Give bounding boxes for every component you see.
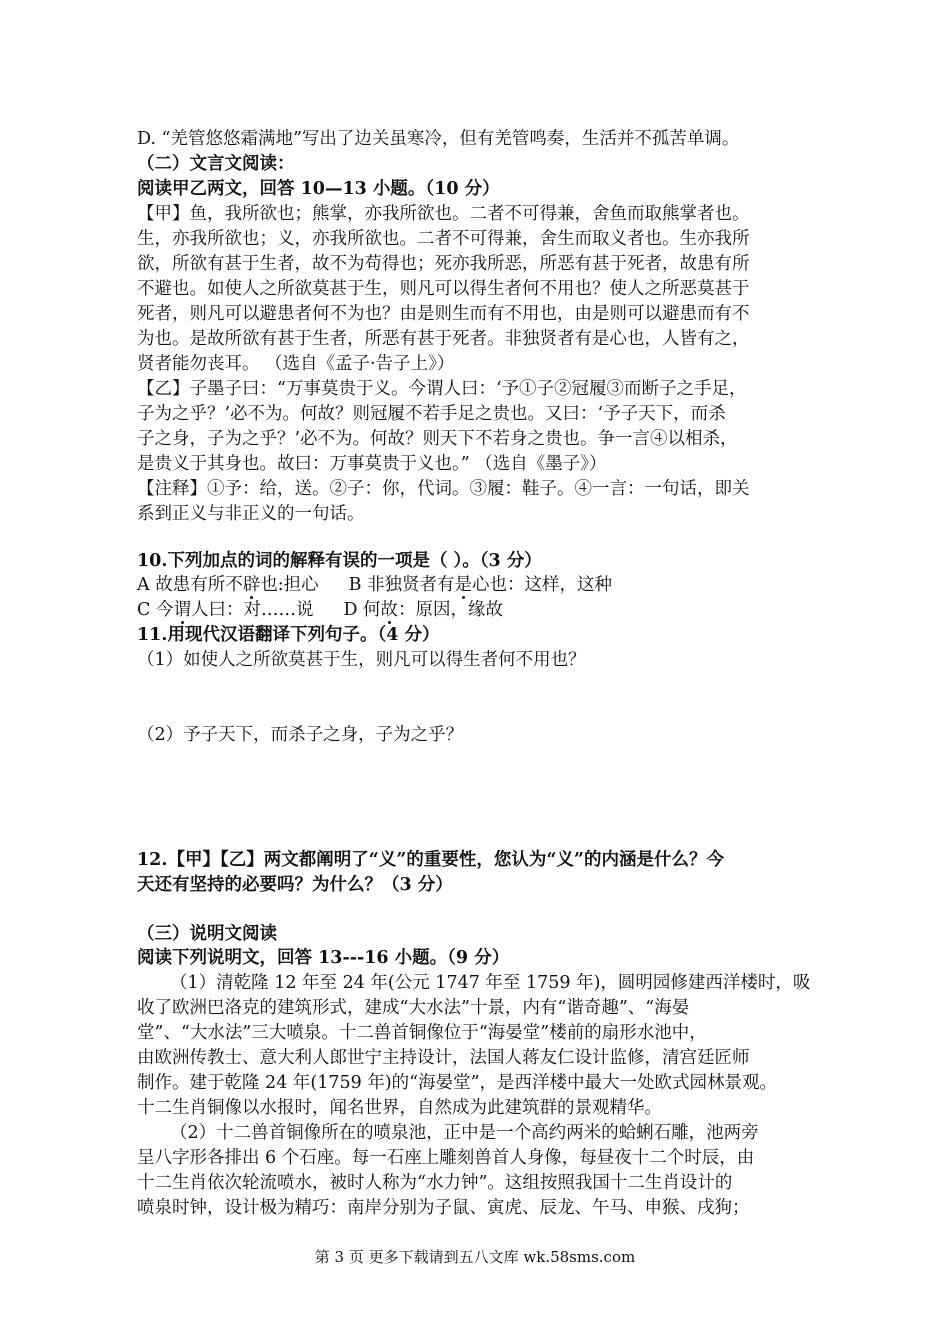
instruction-expository: 阅读下列说明文，回答 13---16 小题。（9 分） (137, 948, 510, 968)
paragraph-line: 收了欧洲巴洛克的建筑形式，建成“大水法”十景，内有“谐奇趣”、“海晏 (137, 998, 690, 1018)
dotted-char: 辟 (242, 575, 261, 595)
option-b: B 非独贤者有是心也：这样，这种 (348, 575, 613, 595)
paragraph-line: 十二生肖铜像以水报时，闻名世界，自然成为此建筑群的景观精华。 (137, 1098, 662, 1118)
text-yi-line: 是贵义于其身也。故曰：万事莫贵于义也。” （选自《墨子》） (137, 454, 607, 474)
text-jia-line: 死者，则凡可以避患者何不为也？由是则生而有不用也，由是则可以避患而有不 (137, 304, 750, 324)
page-footer: 第 3 页 更多下载请到五八文库 wk.58sms.com (314, 1248, 636, 1266)
paragraph-line: （2）十二兽首铜像所在的喷泉池，正中是一个高约两米的蛤蜊石雕，池两旁 (170, 1123, 759, 1143)
question-11-item-1: （1）如使人之所欲莫甚于生，则凡可以得生者何不用也？ (137, 650, 586, 670)
text-jia-line: 生，亦我所欲也；义，亦我所欲也。二者不可得兼，舍生而取义者也。生亦我所 (137, 229, 750, 249)
text-jia-line: 不避也。如使人之所欲莫甚于生，则凡可以得生者何不用也？使人之所恶莫甚于 (137, 279, 750, 299)
text-jia-line: 为也。是故所欲有甚于生者，所恶有甚于死者。非独贤者有是心也，人皆有之， (137, 329, 750, 349)
text-yi-line: 子为之乎？’必不为。何故？则冠履不若手足之贵也。又曰：‘予子天下，而杀 (137, 404, 726, 424)
option-d: D 何故：原因，缘故 (343, 600, 504, 620)
section-heading-classical: （二）文言文阅读： (137, 154, 295, 174)
question-12: 天还有坚持的必要吗？为什么？（3 分） (137, 875, 453, 895)
paragraph-line: 呈八字形各排出 6 个石座。每一石座上雕刻兽首人身像，每昼夜十二个时辰，由 (137, 1148, 755, 1168)
question-11: 11.用现代汉语翻译下列句子。（4 分） (137, 625, 440, 645)
text-jia-line: 【甲】鱼，我所欲也；熊掌，亦我所欲也。二者不可得兼，舍鱼而取熊掌者也。 (137, 204, 750, 224)
text-jia-line: 贤者能勿丧耳。 （选自《孟子·告子上》） (137, 354, 455, 374)
question-10-options-cd (137, 598, 827, 623)
annotation-line: 【注释】①予：给，送。②子：你，代词。③履：鞋子。④一言：一句话，即关 (137, 479, 750, 499)
paragraph-line: 喷泉时钟，设计极为精巧：南岸分别为子鼠、寅虎、辰龙、午马、申猴、戌狗； (137, 1198, 750, 1218)
paragraph-line: 由欧洲传教士、意大利人郎世宁主持设计，法国人蒋友仁设计监修，清宫廷匠师 (137, 1048, 750, 1068)
annotation-line: 系到正义与非正义的一句话。 (137, 504, 365, 524)
paragraph-line: （1）清乾隆 12 年至 24 年(公元 1747 年至 1759 年)，圆明园修建西洋楼时，吸 (170, 973, 811, 993)
paragraph-line: 十二生肖依次轮流喷水，被时人称为“水力钟”。这组按照我国十二生肖设计的 (137, 1173, 733, 1193)
option-d-line: D. “羌管悠悠霜满地”写出了边关虽寒冷，但有羌管鸣奏，生活并不孤苦单调。 (137, 129, 740, 149)
question-10-options-ab (137, 573, 827, 598)
dotted-char: 故 (380, 600, 399, 620)
section-heading-expository: （三）说明文阅读 (137, 924, 277, 944)
paragraph-line: 堂”、“大水法”三大喷泉。十二兽首铜像位于“海晏堂”楼前的扇形水池中， (137, 1023, 707, 1043)
text-jia-line: 欲，所欲有甚于生者，故不为苟得也；死亦我所恶，所恶有甚于死者，故患有所 (137, 254, 750, 274)
option-a: A 故患有所不辟也:担心 (137, 575, 319, 595)
instruction-classical: 阅读甲乙两文，回答 10—13 小题。（10 分） (137, 179, 500, 199)
dotted-char: 是 (454, 575, 473, 595)
dotted-char: 谓 (173, 600, 191, 620)
question-12: 12.【甲】【乙】两文都阐明了“义”的重要性，您认为“义”的内涵是什么？今 (137, 850, 724, 870)
option-c: C 今谓人曰：对……说 (137, 600, 314, 620)
question-10: 10.下列加点的词的解释有误的一项是（ ）。（3 分） (137, 551, 542, 571)
question-11-item-2: （2）予子天下，而杀子之身，子为之乎？ (137, 725, 464, 745)
text-yi-line: 子之身，子为之乎？’必不为。何故？则天下不若身之贵也。争一言④以相杀， (137, 429, 738, 449)
paragraph-line: 制作。建于乾隆 24 年(1759 年)的“海晏堂”，是西洋楼中最大一处欧式园林景观。 (137, 1073, 778, 1093)
text-yi-line: 【乙】子墨子曰：“万事莫贵于义。今谓人曰：‘予①子②冠履③而断子之手足， (137, 379, 747, 399)
